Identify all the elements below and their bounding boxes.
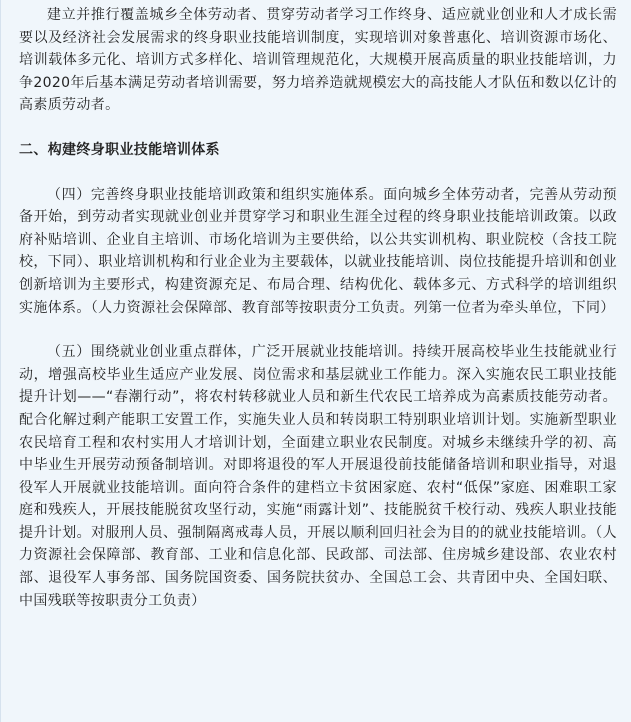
section-heading: 二、构建终身职业技能培训体系	[19, 141, 220, 158]
paragraph-spacer	[19, 162, 617, 184]
paragraph-4: （四）完善终身职业技能培训政策和组织实施体系。面向城乡全体劳动者，完善从劳动预备开始，到劳动者实现就业创业并贯穿学习和职业生涯全过程的终身职业技能培训政策。以政府补贴培训、企业自主培训、市场化培训为主要供给，以公共实训机构、职业院校（含技工院校，下同）、职业培训机构和行业企业为主要载体，以就业技能培训、岗位技能提升培训和创业创新培训为主要形式，构建资源充足、布局合理、结构优化、载体多元、方式科学的培训组织实施体系。（人力资源社会保障部、教育部等按职责分工负责。列第一位者为牵头单位，下同）	[19, 186, 617, 316]
intro-paragraph: 建立并推行覆盖城乡全体劳动者、贯穿劳动者学习工作终身、适应就业创业和人才成长需要以及经济社会发展需求的终身职业技能培训制度，实现培训对象普惠化、培训资源市场化、培训载体多元化、培训方式多样化、培训管理规范化，大规模开展高质量的职业技能培训，力争2020年后基本满足劳动者培训需要，努力培养造就规模宏大的高技能人才队伍和数以亿计的高素质劳动者。	[19, 7, 617, 114]
paragraph-5: （五）围绕就业创业重点群体，广泛开展就业技能培训。持续开展高校毕业生技能就业行动，增强高校毕业生适应产业发展、岗位需求和基层就业工作能力。深入实施农民工职业技能提升计划——“春潮行动”，将农村转移就业人员和新生代农民工培养成为高素质技能劳动者。配合化解过剩产能职工安置工作，实施失业人员和转岗职工特别职业培训计划。实施新型职业农民培育工程和农村实用人才培训计划，全面建立职业农民制度。对城乡未继续升学的初、高中毕业生开展劳动预备制培训。对即将退役的军人开展退役前技能储备培训和职业指导，对退役军人开展就业技能培训。面向符合条件的建档立卡贫困家庭、农村“低保”家庭、困难职工家庭和残疾人，开展技能脱贫攻坚行动，实施“雨露计划”、技能脱贫千校行动、残疾人职业技能提升计划。对服刑人员、强制隔离戒毒人员，开展以顺利回归社会为目的的就业技能培训。（人力资源社会保障部、教育部、工业和信息化部、民政部、司法部、住房城乡建设部、农业农村部、退役军人事务部、国务院国资委、国务院扶贫办、全国总工会、共青团中央、全国妇联、中国残联等按职责分工负责）	[19, 344, 617, 609]
paragraph-spacer	[19, 319, 617, 341]
paragraph-spacer	[19, 117, 617, 139]
